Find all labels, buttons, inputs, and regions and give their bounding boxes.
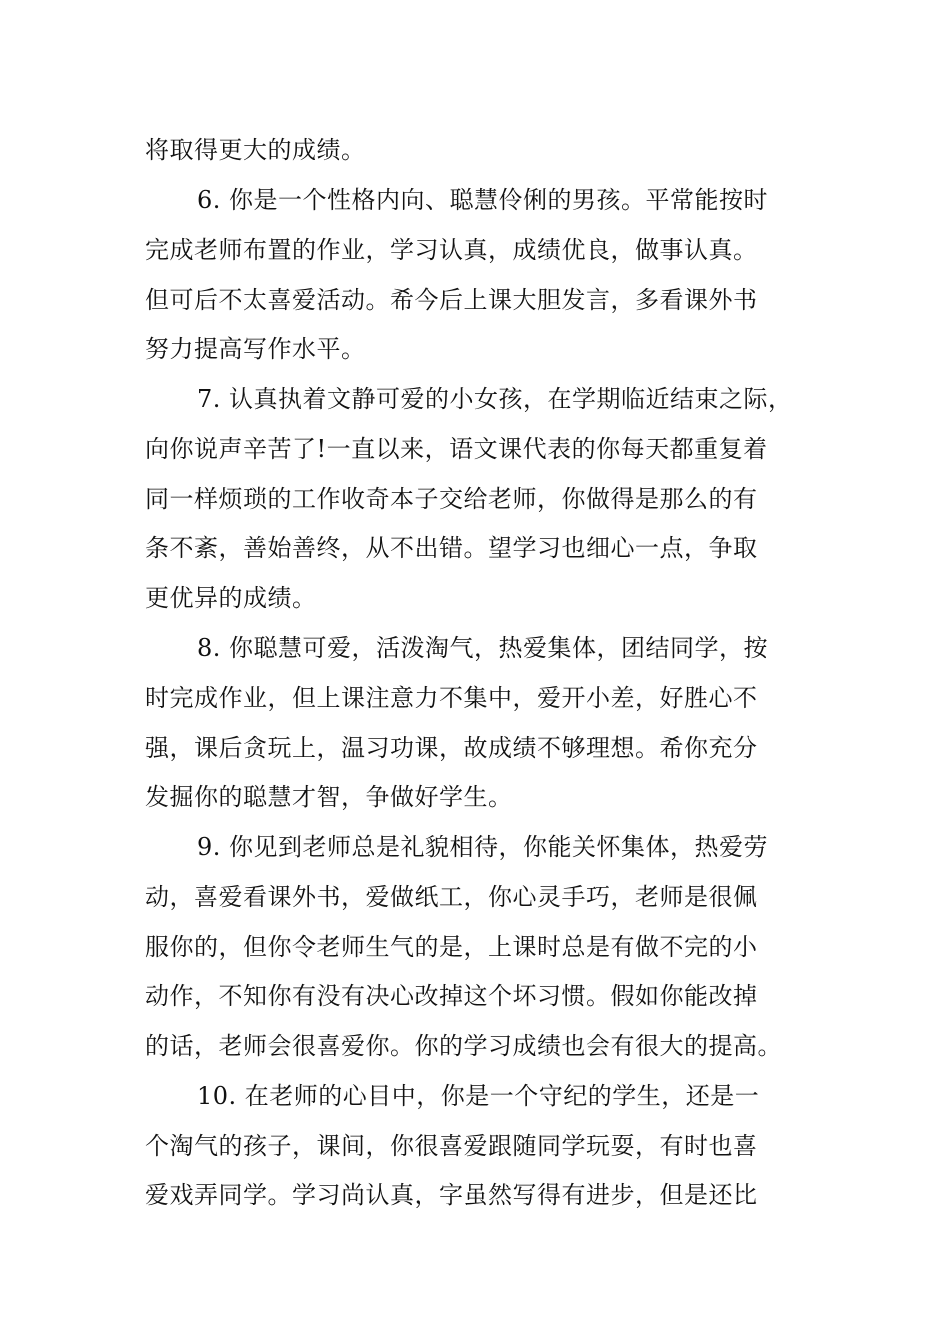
- text-line: 发掘你的聪慧才智，争做好学生。: [145, 783, 513, 811]
- text-line: 但可后不太喜爱活动。希今后上课大胆发言，多看课外书: [145, 286, 758, 314]
- text-line: 时完成作业，但上课注意力不集中，爱开小差，好胜心不: [145, 684, 758, 712]
- text-line: 条不紊，善始善终，从不出错。望学习也细心一点，争取: [145, 534, 758, 562]
- text-line: 向你说声辛苦了!一直以来，语文课代表的你每天都重复着: [145, 435, 768, 463]
- text-line: 动作，不知你有没有决心改掉这个坏习惯。假如你能改掉: [145, 982, 758, 1010]
- text-line: 个淘气的孩子，课间，你很喜爱跟随同学玩耍，有时也喜: [145, 1132, 758, 1160]
- text-line: 的话，老师会很喜爱你。你的学习成绩也会有很大的提高。: [145, 1032, 782, 1060]
- text-line: 服你的，但你令老师生气的是，上课时总是有做不完的小: [145, 933, 758, 961]
- paragraph-9-line: 9. 你见到老师总是礼貌相待，你能关怀集体，热爱劳: [197, 833, 769, 861]
- text-line: 努力提高写作水平。: [145, 335, 366, 363]
- paragraph-6-line: 6. 你是一个性格内向、聪慧伶俐的男孩。平常能按时: [197, 186, 769, 214]
- text-line: 完成老师布置的作业，学习认真，成绩优良，做事认真。: [145, 236, 758, 264]
- text-line: 爱戏弄同学。学习尚认真，字虽然写得有进步，但是还比: [145, 1181, 758, 1209]
- text-line: 动，喜爱看课外书，爱做纸工，你心灵手巧，老师是很佩: [145, 883, 758, 911]
- text-line: 同一样烦琐的工作收奇本子交给老师，你做得是那么的有: [145, 485, 758, 513]
- text-line: 强，课后贪玩上，温习功课，故成绩不够理想。希你充分: [145, 734, 758, 762]
- text-line: 将取得更大的成绩。: [145, 136, 366, 164]
- paragraph-10-line: 10. 在老师的心目中，你是一个守纪的学生，还是一: [197, 1082, 760, 1110]
- paragraph-8-line: 8. 你聪慧可爱，活泼淘气，热爱集体，团结同学，按: [197, 634, 769, 662]
- paragraph-7-line: 7. 认真执着文静可爱的小女孩，在学期临近结束之际，: [197, 385, 793, 413]
- text-line: 更优异的成绩。: [145, 584, 317, 612]
